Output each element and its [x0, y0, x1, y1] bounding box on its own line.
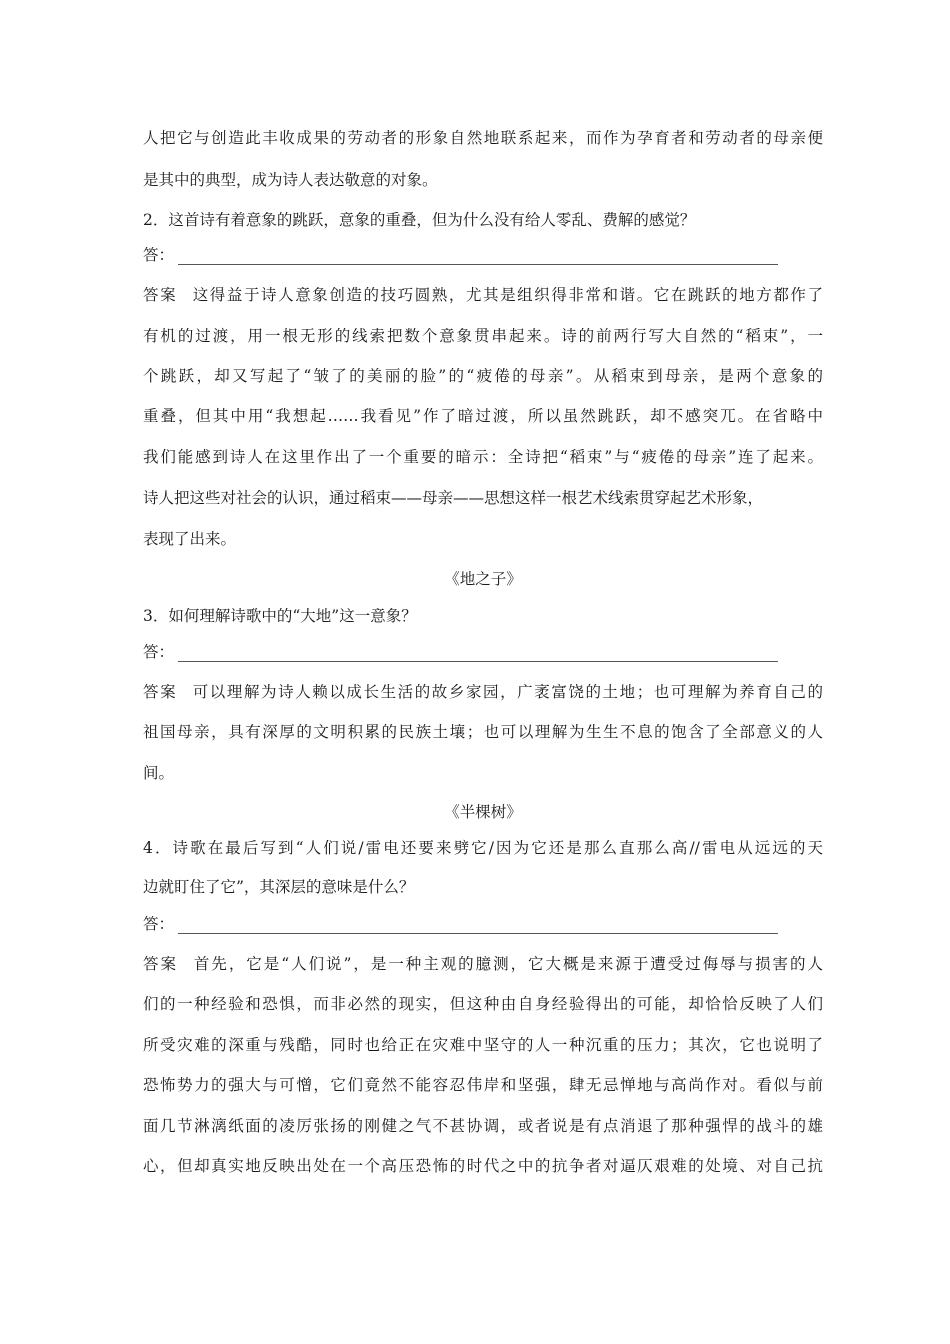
answer-4-line: 面几节淋漓纸面的凌厉张扬的刚健之气不甚协调，或者说是有点消退了那种强悍的战斗的雄: [143, 1117, 823, 1135]
answer-2-line: 表现了出来。: [143, 530, 237, 548]
question-4: 边就盯住了它”，其深层的意味是什么？: [143, 878, 415, 896]
paragraph-line: 是其中的典型，成为诗人表达敬意的对象。: [143, 171, 438, 189]
answer-rule: [178, 252, 778, 265]
question-2: 2．这首诗有着意象的跳跃，意象的重叠，但为什么没有给人零乱、费解的感觉？: [143, 211, 696, 229]
answer-label: 答：: [143, 643, 175, 661]
question-3: 3．如何理解诗歌中的“大地”这一意象？: [143, 607, 417, 625]
answer-rule: [178, 921, 778, 934]
answer-3-line: 间。: [143, 764, 175, 782]
answer-2-line: [143, 285, 823, 305]
answer-3-line: [143, 682, 823, 702]
answer-blank-2[interactable]: [143, 245, 823, 265]
answer-3-line: 祖国母亲，具有深厚的文明积累的民族土壤；也可以理解为生生不息的饱含了全部意义的人: [143, 723, 823, 741]
answer-2-line: 诗人把这些对社会的认识，通过稻束——母亲——思想这样一根艺术线索贯穿起艺术形象，: [143, 489, 764, 507]
answer-4-line: 所受灾难的深重与残酷，同时也给正在灾难中坚守的人一种沉重的压力；其次，它也说明了: [143, 1036, 823, 1054]
section-title: 《半棵树》: [444, 803, 522, 821]
answer-text: 首先，它是“人们说”，是一种主观的臆测，它大概是来源于遭受过侮辱与损害的人: [191, 955, 823, 973]
answer-blank-4[interactable]: [143, 914, 823, 934]
answer-4-line: 恐怖势力的强大与可憎，它们竟然不能容忍伟岸和坚强，肆无忌惮地与高尚作对。看似与前: [143, 1076, 823, 1094]
answer-blank-3[interactable]: [143, 642, 823, 662]
answer-rule: [178, 649, 778, 662]
answer-text: 可以理解为诗人赖以成长生活的故乡家园，广袤富饶的土地；也可理解为养育自己的: [191, 683, 823, 701]
answer-label: 答：: [143, 246, 175, 264]
answer-tag: 答案: [143, 683, 178, 701]
answer-text: 这得益于诗人意象创造的技巧圆熟，尤其是组织得非常和谐。它在跳跃的地方都作了: [191, 286, 823, 304]
answer-2-line: 有机的过渡，用一根无形的线索把数个意象贯串起来。诗的前两行写大自然的“稻束”，一: [143, 327, 823, 345]
answer-2-line: 重叠，但其中用“我想起……我看见”作了暗过渡，所以虽然跳跃，却不感突兀。在省略中: [143, 407, 823, 425]
answer-4-line: 们的一种经验和恐惧，而非必然的现实，但这种由自身经验得出的可能，却恰恰反映了人们: [143, 995, 823, 1013]
answer-tag: 答案: [143, 955, 178, 973]
answer-label: 答：: [143, 915, 175, 933]
answer-4-line: 心，但却真实地反映出处在一个高压恐怖的时代之中的抗争者对逼仄艰难的处境、对自己抗: [143, 1157, 823, 1175]
answer-2-line: 我们能感到诗人在这里作出了一个重要的暗示：全诗把“稻束”与“疲倦的母亲”连了起来。: [143, 448, 823, 466]
answer-tag: 答案: [143, 286, 178, 304]
section-title: 《地之子》: [444, 570, 522, 588]
answer-2-line: 个跳跃，却又写起了“皱了的美丽的脸”的“疲倦的母亲”。从稻束到母亲，是两个意象的: [143, 367, 823, 385]
answer-4-line: [143, 954, 823, 974]
paragraph-line: 人把它与创造此丰收成果的劳动者的形象自然地联系起来，而作为孕育者和劳动者的母亲便: [143, 129, 823, 147]
question-4: 4．诗歌在最后写到“人们说/雷电还要来劈它/因为它还是那么直那么高//雷电从远远的天: [143, 839, 823, 857]
